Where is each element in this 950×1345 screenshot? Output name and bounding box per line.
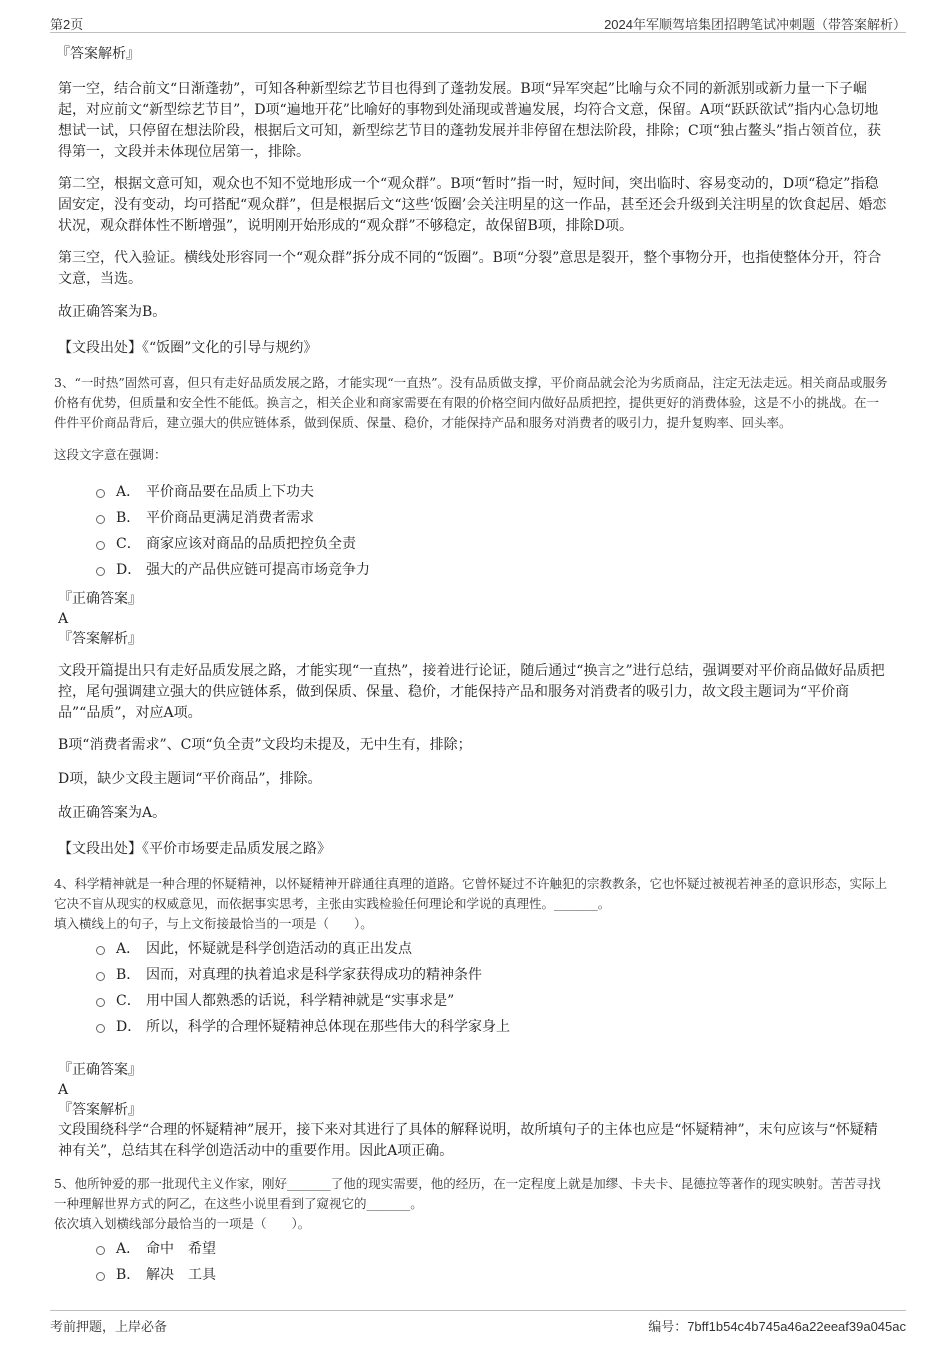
source-citation: 【文段出处】《平价市场要走品质发展之路》 <box>58 841 331 857</box>
option-a[interactable]: A． 因此，怀疑就是科学创造活动的真正出发点 <box>96 936 888 962</box>
option-d[interactable]: D． 所以，科学的合理怀疑精神总体现在那些伟大的科学家身上 <box>96 1014 888 1040</box>
analysis-paragraph: 文段开篇提出只有走好品质发展之路，才能实现“一直热”，接着进行论证，随后通过“换言之”进行总结，强调要对平价商品做好品质把控，尾句强调建立强大的供应链体系，做到保质、保量、稳价，才能保持产品和服务对消费者的吸引力，故文段主题词为“平价商品”“品质”，对应A项。 <box>58 663 885 721</box>
correct-answer: A <box>58 1082 69 1098</box>
option-list <box>96 1236 888 1288</box>
analysis-paragraph: 第三空，代入验证。横线处形容同一个“观众群”拆分成不同的“饭圈”。B项“分裂”意思是裂开，整个事物分开，也指使整体分开，符合文意，当选。 <box>58 250 882 287</box>
content <box>54 44 888 1288</box>
option-list <box>96 936 888 1040</box>
option-b[interactable]: B． 因而，对真理的执着追求是科学家获得成功的精神条件 <box>96 962 888 988</box>
document-title: 2024年军顺驾培集团招聘笔试冲刺题（带答案解析） <box>604 17 906 32</box>
analysis-paragraph: 第一空，结合前文“日渐蓬勃”，可知各种新型综艺节目也得到了蓬勃发展。B项“异军突起”比喻与众不同的新派别或新力量一下子崛起，对应前文“新型综艺节目”，D项“遍地开花”比喻好的事物到处涌现或普遍发展，均符合文意，保留。A项“跃跃欲试”指内心急切地想试一试，只停留在想法阶段，根据后文可知，新型综艺节目的蓬勃发展并非停留在想法阶段，排除；C项“独占鳌头”指占领首位，获得第一，文段并未体现位居第一，排除。 <box>58 81 882 160</box>
radio-button-icon[interactable] <box>96 946 105 955</box>
question-prompt: 填入横线上的句子，与上文衔接最恰当的一项是（ ）。 <box>54 916 373 931</box>
correct-answer-line: 故正确答案为B。 <box>58 304 167 320</box>
analysis-label: 『答案解析』 <box>58 631 142 647</box>
page-number: 第2页 <box>50 17 84 32</box>
option-c[interactable]: C． 用中国人都熟悉的话说，科学精神就是“实事求是” <box>96 988 888 1014</box>
radio-button-icon[interactable] <box>96 972 105 981</box>
question-stem: 5、他所钟爱的那一批现代主义作家，刚好_______了他的现实需要，他的经历，在一定程度上就是加缪、卡夫卡、昆德拉等著作的现实映射。苦苦寻找一种理解世界方式的阿乙，在这些小说里看到了窥视它的_______。 <box>54 1176 881 1211</box>
option-b[interactable]: B． 平价商品更满足消费者需求 <box>96 505 888 531</box>
question-3 <box>54 373 888 860</box>
question-prompt: 这段文字意在强调： <box>54 447 167 462</box>
option-a[interactable]: A． 命中 希望 <box>96 1236 888 1262</box>
analysis-paragraph: D项，缺少文段主题词“平价商品”，排除。 <box>58 771 322 787</box>
analysis-paragraph: 文段围绕科学“合理的怀疑精神”展开，接下来对其进行了具体的解释说明，故所填句子的主体也应是“怀疑精神”，末句应该与“怀疑精神有关”，总结其在科学创造活动中的重要作用。因此A项正确。 <box>58 1122 878 1159</box>
document-code: 编号：7bff1b54c4b745a46a22eeaf39a045ac <box>648 1319 906 1334</box>
radio-button-icon[interactable] <box>96 489 105 498</box>
radio-button-icon[interactable] <box>96 541 105 550</box>
radio-button-icon[interactable] <box>96 1024 105 1033</box>
page-header <box>50 12 906 33</box>
correct-answer-label: 『正确答案』 <box>58 591 142 607</box>
analysis-label: 『答案解析』 <box>58 1102 142 1118</box>
radio-button-icon[interactable] <box>96 567 105 576</box>
page-footer <box>50 1310 906 1333</box>
correct-answer-line: 故正确答案为A。 <box>58 805 167 821</box>
option-a[interactable]: A． 平价商品要在品质上下功夫 <box>96 479 888 505</box>
radio-button-icon[interactable] <box>96 515 105 524</box>
question-stem: 3、“一时热”固然可喜，但只有走好品质发展之路，才能实现“一直热”。没有品质做支撑，平价商品就会沦为劣质商品，注定无法走远。相关商品或服务价格有优势，但质量和安全性不能低。换言之，相关企业和商家需要在有限的价格空间内做好品质把控，提供更好的消费体验，这是不小的挑战。在一件件平价商品背后，建立强大的供应链体系，做到保质、保量、稳价，才能保持产品和服务对消费者的吸引力，提升复购率、回头率。 <box>54 375 888 430</box>
radio-button-icon[interactable] <box>96 1246 105 1255</box>
question-5 <box>54 1174 888 1288</box>
question-4 <box>54 874 888 1162</box>
option-list <box>96 479 888 583</box>
option-d[interactable]: D． 强大的产品供应链可提高市场竞争力 <box>96 557 888 583</box>
footer-slogan: 考前押题，上岸必备 <box>50 1319 168 1334</box>
radio-button-icon[interactable] <box>96 998 105 1007</box>
question-stem: 4、科学精神就是一种合理的怀疑精神，以怀疑精神开辟通往真理的道路。它曾怀疑过不许触犯的宗教教条，它也怀疑过被视若神圣的意识形态，实际上它决不盲从现实的权威意见，而依据事实思考，主张由实践检验任何理论和学说的真理性。_______。 <box>54 876 887 911</box>
analysis-paragraph: B项“消费者需求”、C项“负全责”文段均未提及，无中生有，排除； <box>58 737 472 753</box>
analysis-label: 『答案解析』 <box>56 46 140 62</box>
source-citation: 【文段出处】《“饭圈”文化的引导与规约》 <box>58 340 318 356</box>
analysis-paragraph: 第二空，根据文意可知，观众也不知不觉地形成一个“观众群”。B项“暂时”指一时，短时间，突出临时、容易变动的，D项“稳定”指稳固安定，没有变动，均可搭配“观众群”，但是根据后文“这些‘饭圈’会关注明星的这一作品，甚至还会升级到关注明星的饮食起居、婚恋状况，观众群体性不断增强”，说明刚开始形成的“观众群”不够稳定，故保留B项，排除D项。 <box>58 176 887 234</box>
correct-answer: A <box>58 611 69 627</box>
option-b[interactable]: B． 解决 工具 <box>96 1262 888 1288</box>
option-c[interactable]: C． 商家应该对商品的品质把控负全责 <box>96 531 888 557</box>
question-prompt: 依次填入划横线部分最恰当的一项是（ ）。 <box>54 1216 311 1231</box>
analysis-block <box>58 44 888 359</box>
correct-answer-label: 『正确答案』 <box>58 1062 142 1078</box>
radio-button-icon[interactable] <box>96 1272 105 1281</box>
